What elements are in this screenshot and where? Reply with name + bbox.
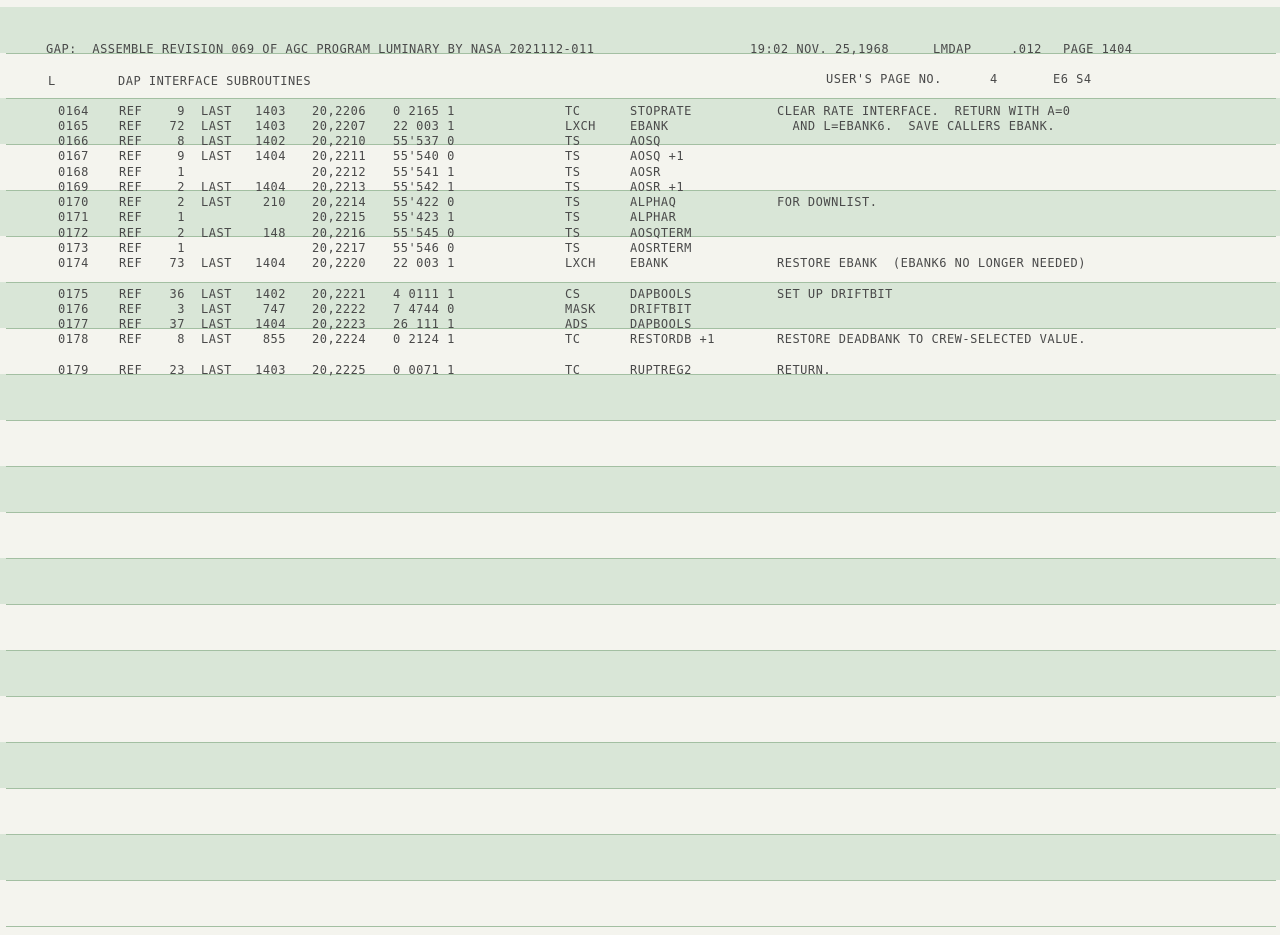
octal-code: 22 003 1 [393,119,455,133]
comment: RETURN. [777,363,832,377]
line-number: 0168 [58,165,89,179]
line-number: 0165 [58,119,89,133]
line-number: 0174 [58,256,89,270]
octal-code: 0 2165 1 [393,104,455,118]
ref-count: 72 [169,119,185,133]
ref-count: 36 [169,287,185,301]
last-page: 855 [262,332,286,346]
address: 20,2221 [312,287,367,301]
operand: AOSQ +1 [630,149,685,163]
opcode: ADS [565,317,589,331]
opcode: TS [565,134,581,148]
address: 20,2224 [312,332,367,346]
octal-code: 55'537 0 [393,134,455,148]
octal-code: 7 4744 0 [393,302,455,316]
page-number: PAGE 1404 [1063,42,1133,56]
octal-code: 0 2124 1 [393,332,455,346]
octal-code: 55'541 1 [393,165,455,179]
listing-row [0,302,1280,317]
type-flag: L [48,74,56,88]
listing-row [0,119,1280,134]
address: 20,2212 [312,165,367,179]
last-page: 1404 [255,149,286,163]
listing-timestamp: 19:02 NOV. 25,1968 [750,42,890,56]
address: 20,2215 [312,210,367,224]
listing-row [0,165,1280,180]
ref-count: 9 [177,104,185,118]
ref-keyword: REF [119,104,143,118]
last-page: 747 [262,302,286,316]
octal-code: 55'545 0 [393,226,455,240]
opcode: MASK [565,302,596,316]
address: 20,2220 [312,256,367,270]
address: 20,2216 [312,226,367,240]
address: 20,2225 [312,363,367,377]
ref-keyword: REF [119,134,143,148]
operand: AOSQTERM [630,226,692,240]
ref-keyword: REF [119,363,143,377]
listing-row [0,180,1280,195]
ref-keyword: REF [119,241,143,255]
operand: ALPHAR [630,210,677,224]
last-keyword: LAST [201,119,232,133]
ref-keyword: REF [119,317,143,331]
ref-keyword: REF [119,302,143,316]
ref-keyword: REF [119,195,143,209]
last-page: 1402 [255,287,286,301]
opcode: TS [565,241,581,255]
comment: RESTORE EBANK (EBANK6 NO LONGER NEEDED) [777,256,1086,270]
ref-count: 1 [177,241,185,255]
address: 20,2206 [312,104,367,118]
ref-keyword: REF [119,226,143,240]
last-page: 210 [262,195,286,209]
line-number: 0172 [58,226,89,240]
last-keyword: LAST [201,287,232,301]
users-page-number: 4 [990,72,998,86]
operand: RESTORDB +1 [630,332,715,346]
address: 20,2223 [312,317,367,331]
octal-code: 55'422 0 [393,195,455,209]
last-keyword: LAST [201,363,232,377]
ref-count: 2 [177,195,185,209]
octal-code: 0 0071 1 [393,363,455,377]
opcode: TS [565,149,581,163]
ref-count: 1 [177,210,185,224]
log-section-name: LMDAP [933,42,972,56]
listing-row [0,332,1280,347]
ref-keyword: REF [119,210,143,224]
last-keyword: LAST [201,180,232,194]
listing-row [0,210,1280,225]
users-page-label: USER'S PAGE NO. [826,72,942,86]
comment: RESTORE DEADBANK TO CREW-SELECTED VALUE. [777,332,1086,346]
opcode: TC [565,104,581,118]
ref-count: 2 [177,226,185,240]
octal-code: 26 111 1 [393,317,455,331]
octal-code: 55'546 0 [393,241,455,255]
last-keyword: LAST [201,256,232,270]
operand: STOPRATE [630,104,692,118]
ref-keyword: REF [119,256,143,270]
line-number: 0177 [58,317,89,331]
comment: FOR DOWNLIST. [777,195,878,209]
octal-code: 55'542 1 [393,180,455,194]
last-page: 1402 [255,134,286,148]
line-number: 0166 [58,134,89,148]
line-number: 0176 [58,302,89,316]
ref-count: 1 [177,165,185,179]
listing-row [0,363,1280,378]
ref-keyword: REF [119,165,143,179]
ref-keyword: REF [119,119,143,133]
last-keyword: LAST [201,195,232,209]
operand: DAPBOOLS [630,287,692,301]
opcode: TS [565,210,581,224]
line-number: 0173 [58,241,89,255]
ref-keyword: REF [119,332,143,346]
ref-count: 2 [177,180,185,194]
line-number: 0178 [58,332,89,346]
comment: SET UP DRIFTBIT [777,287,893,301]
operand: AOSR +1 [630,180,685,194]
last-page: 1404 [255,256,286,270]
ref-keyword: REF [119,180,143,194]
opcode: LXCH [565,256,596,270]
bank-info: E6 S4 [1053,72,1092,86]
ref-count: 37 [169,317,185,331]
opcode: TC [565,363,581,377]
operand: ALPHAQ [630,195,677,209]
line-number: 0171 [58,210,89,224]
operand: AOSR [630,165,661,179]
last-page: 1404 [255,180,286,194]
operand: EBANK [630,119,669,133]
ref-count: 23 [169,363,185,377]
opcode: TC [565,332,581,346]
operand: AOSQ [630,134,661,148]
octal-code: 55'423 1 [393,210,455,224]
address: 20,2207 [312,119,367,133]
octal-code: 22 003 1 [393,256,455,270]
last-page: 1404 [255,317,286,331]
ref-keyword: REF [119,287,143,301]
last-page: 1403 [255,363,286,377]
listing-row [0,195,1280,210]
ref-keyword: REF [119,149,143,163]
line-number: 0170 [58,195,89,209]
line-number: 0164 [58,104,89,118]
operand: DRIFTBIT [630,302,692,316]
opcode: TS [565,180,581,194]
listing-row [0,104,1280,119]
listing-row [0,134,1280,149]
address: 20,2210 [312,134,367,148]
opcode: TS [565,165,581,179]
octal-code: 55'540 0 [393,149,455,163]
last-page: 1403 [255,119,286,133]
last-keyword: LAST [201,302,232,316]
last-page: 148 [262,226,286,240]
last-keyword: LAST [201,134,232,148]
last-keyword: LAST [201,104,232,118]
opcode: CS [565,287,581,301]
opcode: TS [565,195,581,209]
operand: EBANK [630,256,669,270]
line-number: 0179 [58,363,89,377]
address: 20,2214 [312,195,367,209]
ref-count: 73 [169,256,185,270]
last-keyword: LAST [201,226,232,240]
page-code: .012 [1011,42,1042,56]
opcode: LXCH [565,119,596,133]
listing-row [0,149,1280,164]
ref-count: 3 [177,302,185,316]
listing-row [0,226,1280,241]
comment: AND L=EBANK6. SAVE CALLERS EBANK. [777,119,1056,133]
octal-code: 4 0111 1 [393,287,455,301]
address: 20,2217 [312,241,367,255]
ref-count: 9 [177,149,185,163]
line-number: 0167 [58,149,89,163]
listing-row [0,256,1280,271]
operand: RUPTREG2 [630,363,692,377]
address: 20,2222 [312,302,367,316]
line-number: 0169 [58,180,89,194]
last-keyword: LAST [201,332,232,346]
comment: CLEAR RATE INTERFACE. RETURN WITH A=0 [777,104,1071,118]
last-keyword: LAST [201,317,232,331]
line-number: 0175 [58,287,89,301]
operand: AOSRTERM [630,241,692,255]
last-page: 1403 [255,104,286,118]
ref-count: 8 [177,332,185,346]
listing-row [0,317,1280,332]
listing-row [0,241,1280,256]
listing-row [0,287,1280,302]
operand: DAPBOOLS [630,317,692,331]
ref-count: 8 [177,134,185,148]
section-title: DAP INTERFACE SUBROUTINES [118,74,312,88]
address: 20,2211 [312,149,367,163]
listing-title: GAP: ASSEMBLE REVISION 069 OF AGC PROGRAM LUMINARY BY NASA 2021112-011 [46,42,595,56]
address: 20,2213 [312,180,367,194]
last-keyword: LAST [201,149,232,163]
opcode: TS [565,226,581,240]
